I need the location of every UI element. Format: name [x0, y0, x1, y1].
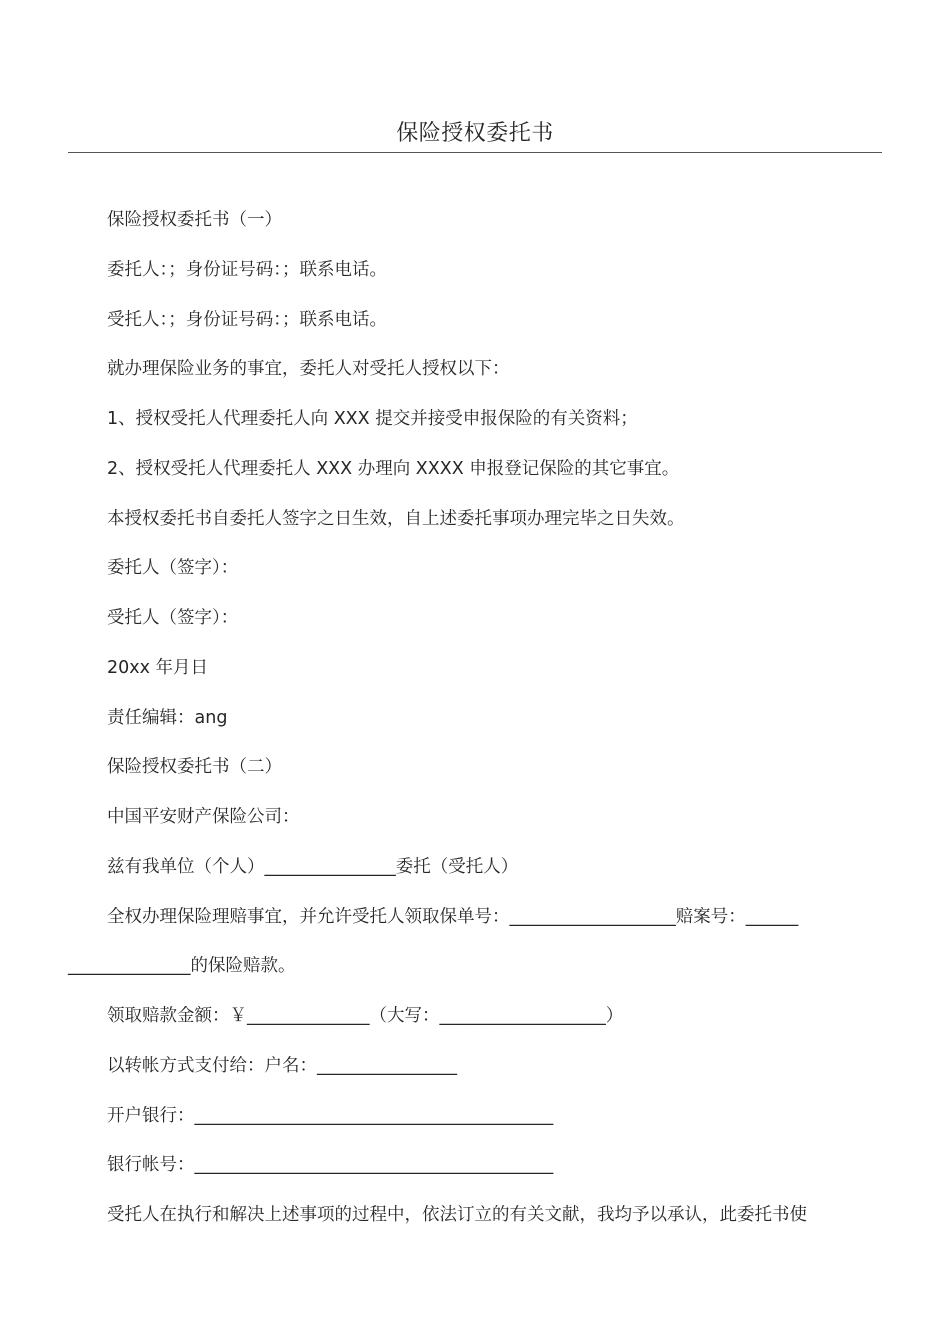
payee-name-line: 以转帐方式支付给：户名：________________ [107, 1055, 457, 1076]
agent-info-line: 受托人：；身份证号码：；联系电话。 [107, 309, 387, 330]
entrustment-line: 兹有我单位（个人）_______________委托（受托人） [107, 856, 519, 877]
claim-authorization-line: 全权办理保险理赔事宜，并允许受托人领取保单号：___________________赔案号：______ [107, 906, 799, 927]
date-line: 20xx 年月日 [107, 657, 209, 678]
authorization-item-1: 1、授权受托人代理委托人向 XXX 提交并接受申报保险的有关资料； [107, 409, 638, 429]
claim-authorization-continuation: ______________的保险赔款。 [68, 956, 296, 977]
title-divider [68, 152, 882, 153]
document-body [68, 196, 882, 1241]
section-heading-two: 保险授权委托书（二） [107, 757, 282, 778]
authorization-intro: 就办理保险业务的事宜，委托人对受托人授权以下： [107, 359, 510, 380]
editor-line: 责任编辑：ang [107, 707, 228, 728]
agent-signature-line: 受托人（签字）： [107, 608, 239, 628]
principal-info-line: 委托人：；身份证号码：；联系电话。 [107, 259, 387, 280]
acknowledgement-line: 受托人在执行和解决上述事项的过程中，依法订立的有关文献，我均予以承认，此委托书使 [107, 1205, 807, 1225]
authorization-item-2: 2、授权受托人代理委托人 XXX 办理向 XXXX 申报登记保险的其它事宜。 [107, 458, 680, 479]
addressee-line: 中国平安财产保险公司： [107, 807, 300, 827]
bank-account-line: 银行帐号：_________________________________________ [107, 1155, 554, 1176]
bank-name-line: 开户银行：_________________________________________ [107, 1105, 554, 1126]
claim-amount-line: 领取赔款金额：￥______________（大写：___________________） [107, 1006, 624, 1026]
section-heading-one: 保险授权委托书（一） [107, 210, 282, 230]
document-title: 保险授权委托书 [396, 121, 554, 146]
principal-signature-line: 委托人（签字）： [107, 558, 239, 579]
validity-clause: 本授权委托书自委托人签字之日生效，自上述委托事项办理完毕之日失效。 [107, 508, 685, 529]
